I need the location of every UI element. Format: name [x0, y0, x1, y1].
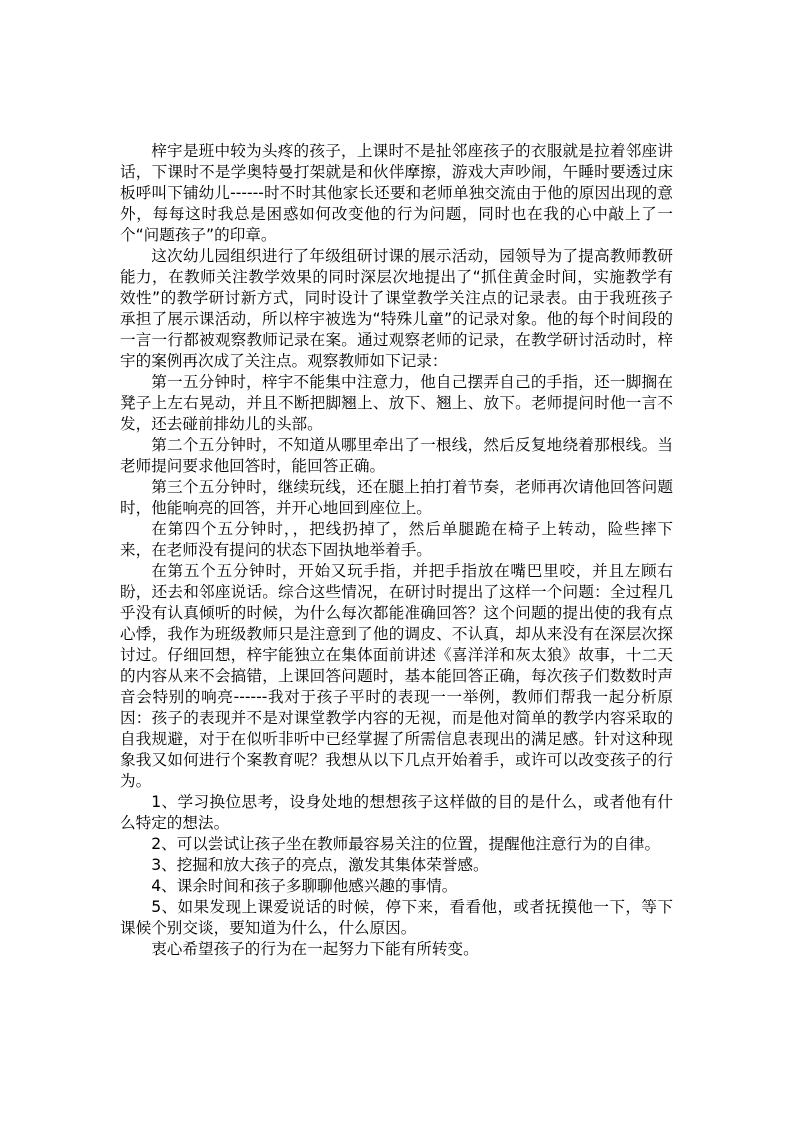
list-item-4: 4、课余时间和孩子多聊聊他感兴趣的事情。: [151, 877, 458, 895]
list-item-2: 2、可以尝试让孩子坐在教师最容易关注的位置，提醒他注意行为的自律。: [151, 835, 661, 853]
paragraph-minute-1: 第一五分钟时，梓宇不能集中注意力，他自己摆弄自己的手指，还一脚搁在凳子上左右晃动，并且不断把脚翘上、放下、翘上、放下。老师提问时他一言不发，还去碰前排幼儿的头部。: [120, 373, 673, 433]
paragraph-closing: 衷心希望孩子的行为在一起努力下能有所转变。: [151, 940, 479, 958]
paragraph-minute-5-analysis: 在第五个五分钟时，开始又玩手指，并把手指放在嘴巴里咬，并且左顾右盼，还去和邻座说话。综合这些情况，在研讨时提出了这样一个问题：全过程几乎没有认真倾听的时候，为什么每次都能准确回答？这个问题的提出使的我有点心悸，我作为班级教师只是注意到了他的调皮、不认真，却从来没有在深层次探讨过。仔细回想，梓宇能独立在集体面前讲述《喜洋洋和灰太狼》故事，十二天的内容从来不会搞错，上课回答问题时，基本能回答正确，每次孩子们数数时声音会特别的响亮------我对于孩子平时的表现一一举例，教师们帮我一起分析原因：孩子的表现并不是对课堂教学内容的无视，而是他对简单的教学内容采取的自我规避，对于在似听非听中已经掌握了所需信息表现出的满足感。针对这种现象我又如何进行个案教育呢？我想从以下几点开始着手，或许可以改变孩子的行为。: [120, 562, 673, 790]
list-item-3: 3、挖掘和放大孩子的亮点，激发其集体荣誉感。: [151, 856, 489, 874]
paragraph-minute-3: 第三个五分钟时，继续玩线，还在腿上拍打着节奏，老师再次请他回答问题时，他能响亮的回答，并开心地回到座位上。: [120, 478, 673, 517]
document-body: [120, 141, 673, 960]
list-item-5: 5、如果发现上课爱说话的时候，停下来，看看他，或者抚摸他一下，等下课候个别交谈，要知道为什么，什么原因。: [120, 898, 673, 937]
paragraph-minute-4: 在第四个五分钟时，，把线扔掉了，然后单腿跪在椅子上转动，险些摔下来，在老师没有提问的状态下固执地举着手。: [120, 520, 673, 559]
list-item-1: 1、学习换位思考，设身处地的想想孩子这样做的目的是什么，或者他有什么特定的想法。: [120, 793, 673, 832]
paragraph-intro: 梓宇是班中较为头疼的孩子，上课时不是扯邻座孩子的衣服就是拉着邻座讲话，下课时不是学奥特曼打架就是和伙伴摩擦，游戏大声吵闹，午睡时要透过床板呼叫下铺幼儿------时不时其他家长还要和老师单独交流由于他的原因出现的意外，每每这时我总是困惑如何改变他的行为问题，同时也在我的心中敲上了一个“问题孩子”的印章。: [120, 142, 673, 244]
paragraph-background: 这次幼儿园组织进行了年级组研讨课的展示活动，园领导为了提高教师教研能力，在教师关注教学效果的同时深层次地提出了“抓住黄金时间，实施教学有效性”的教学研讨新方式，同时设计了课堂教学关注点的记录表。由于我班孩子承担了展示课活动，所以梓宇被选为“特殊儿童”的记录对象。他的每个时间段的一言一行都被观察教师记录在案。通过观察老师的记录，在教学研讨活动时，梓宇的案例再次成了关注点。观察教师如下记录：: [120, 247, 673, 370]
paragraph-minute-2: 第二个五分钟时，不知道从哪里牵出了一根线，然后反复地绕着那根线。当老师提问要求他回答时，能回答正确。: [120, 436, 673, 475]
